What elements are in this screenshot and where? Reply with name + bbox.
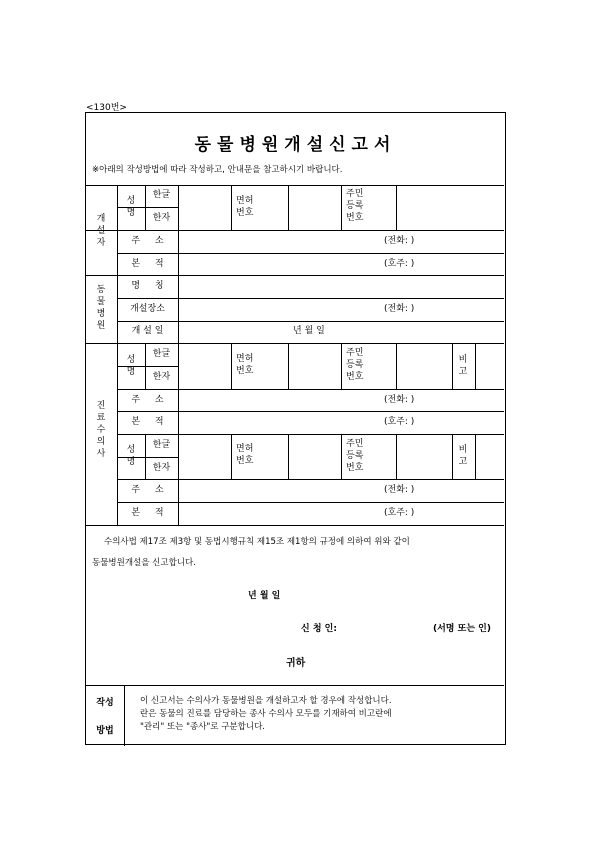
- section-founder: 개 설 자: [96, 214, 106, 248]
- vet1-license-label-1: 면허: [236, 354, 254, 364]
- vet1-phone-field[interactable]: (전화: ): [384, 395, 415, 405]
- vet1-resident-label-2: 등록: [346, 360, 364, 370]
- section-vet: 진 료 수 의 사: [96, 401, 106, 459]
- open-date-label: 개 설 일: [131, 326, 164, 336]
- declaration-line-2: 동물병원개설을 신고합니다.: [92, 558, 196, 568]
- vet1-resident-label-3: 번호: [346, 372, 364, 382]
- vet2-license-label-2: 번호: [236, 456, 254, 466]
- addressee: 귀하: [286, 658, 306, 669]
- vet1-license-label-2: 번호: [236, 366, 254, 376]
- form-number: <130번>: [86, 103, 127, 113]
- domicile-label: 본 적: [131, 259, 164, 269]
- instruction-note: ※아래의 작성방법에 따라 작성하고, 안내문을 참고하시기 바랍니다.: [92, 165, 343, 175]
- vet2-hanja-label: 한자: [152, 463, 171, 473]
- vet2-resident-label-3: 번호: [346, 463, 364, 473]
- open-date-field[interactable]: 년 월 일: [293, 326, 325, 336]
- license-label-1: 면허: [236, 196, 254, 206]
- instructions-label-2: 방법: [96, 726, 114, 736]
- vet2-domicile-label: 본 적: [131, 508, 164, 518]
- vet2-phone-field[interactable]: (전화: ): [384, 485, 415, 495]
- vet1-domicile-label: 본 적: [131, 417, 164, 427]
- vet2-remarks-label: 비 고: [458, 445, 468, 467]
- instructions-line-1: 이 신고서는 수의사가 동물병원을 개설하고자 할 경우에 작성합니다.: [140, 696, 392, 706]
- vet2-hangul-label: 한글: [152, 440, 171, 450]
- instructions-label-1: 작성: [96, 698, 114, 708]
- vet1-address-label: 주 소: [131, 395, 164, 405]
- form-title: 동물병원개설신고서: [194, 135, 397, 155]
- applicant-label: 신 청 인:: [301, 624, 337, 634]
- form-frame: [85, 112, 506, 745]
- vet2-address-label: 주 소: [131, 485, 164, 495]
- location-label: 개설장소: [130, 304, 165, 314]
- vet2-license-label-1: 면허: [236, 444, 254, 454]
- vet2-resident-label-2: 등록: [346, 451, 364, 461]
- vet2-household-field[interactable]: (호주: ): [384, 508, 415, 518]
- phone-field[interactable]: (전화: ): [384, 236, 415, 246]
- vet2-name-label: 성 명: [126, 445, 136, 467]
- signature-label: (서명 또는 인): [433, 624, 491, 634]
- instructions-line-3: "관리" 또는 "종사"로 구분합니다.: [140, 722, 265, 732]
- vet1-hangul-label: 한글: [152, 349, 171, 359]
- declaration-date[interactable]: 년 월 일: [248, 591, 281, 601]
- license-label-2: 번호: [236, 208, 254, 218]
- vet1-resident-label-1: 주민: [346, 348, 364, 358]
- resident-label-1: 주민: [346, 189, 364, 199]
- vet1-remarks-label: 비 고: [458, 355, 468, 377]
- declaration-line-1: 수의사법 제17조 제3항 및 동법시행규칙 제15조 제1항의 규정에 의하여 위와 같이: [104, 537, 410, 547]
- hangul-label: 한글: [152, 190, 171, 200]
- name-label: 성 명: [126, 196, 136, 218]
- vet1-household-field[interactable]: (호주: ): [384, 417, 415, 427]
- vet1-name-label: 성 명: [126, 355, 136, 377]
- instructions-line-2: 란은 동물의 진료를 담당하는 종사 수의사 모두를 기재하여 비고란에: [140, 709, 392, 719]
- address-label: 주 소: [131, 236, 164, 246]
- resident-label-3: 번호: [346, 213, 364, 223]
- household-field[interactable]: (호주: ): [384, 259, 415, 269]
- vet2-resident-label-1: 주민: [346, 439, 364, 449]
- location-phone-field[interactable]: (전화: ): [384, 304, 415, 314]
- hospital-name-label: 명 칭: [131, 281, 164, 291]
- section-hospital: 동 물 병 원: [96, 285, 106, 331]
- vet1-hanja-label: 한자: [152, 372, 171, 382]
- resident-label-2: 등록: [346, 201, 364, 211]
- hanja-label: 한자: [152, 213, 171, 223]
